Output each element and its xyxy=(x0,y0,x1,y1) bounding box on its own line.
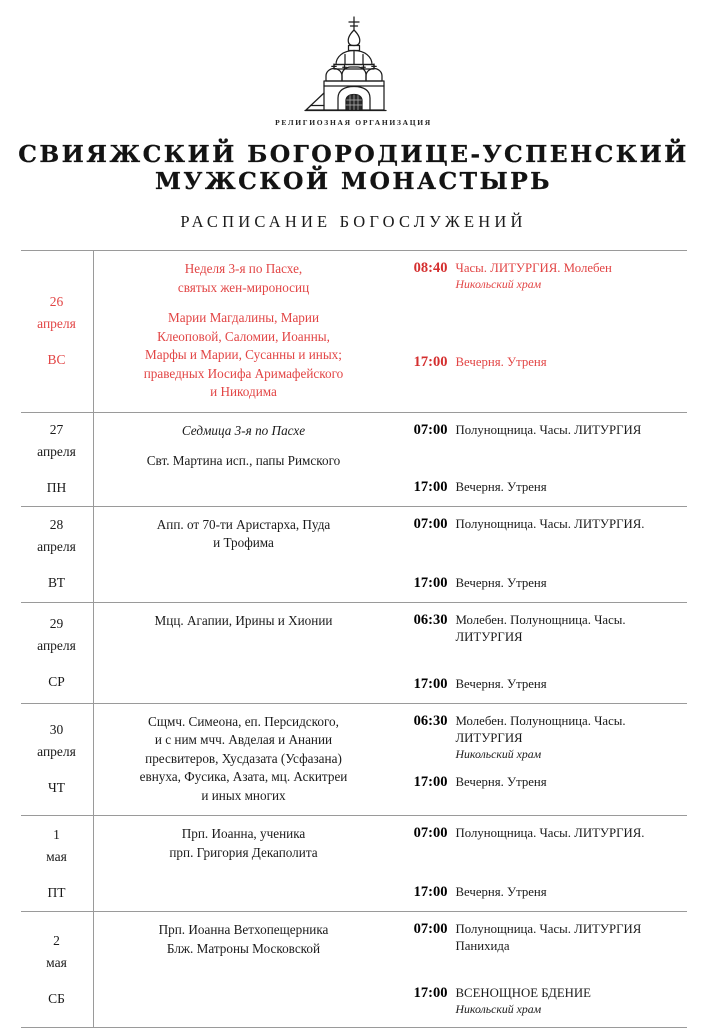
service-body xyxy=(456,575,681,592)
service-name: Вечерня. Утреня xyxy=(455,774,547,789)
service-entry xyxy=(396,985,681,1017)
description-block xyxy=(94,251,394,412)
church-building-icon xyxy=(300,14,408,114)
service-time: 17:00 xyxy=(413,478,448,495)
date-month: апреля xyxy=(37,744,76,760)
date-day: 29 xyxy=(49,615,64,631)
date-block xyxy=(21,818,93,910)
date-block xyxy=(21,607,93,699)
description-cell xyxy=(93,251,394,413)
page-header xyxy=(0,0,707,232)
table-row xyxy=(21,602,687,703)
service-body xyxy=(456,774,681,791)
service-body xyxy=(456,354,681,371)
description-line: Марии Магдалины, Марии xyxy=(167,310,320,325)
service-location: Никольский храм xyxy=(455,277,542,291)
services-cell xyxy=(394,602,687,703)
description-block xyxy=(94,413,394,481)
description-line: и Трофима xyxy=(213,535,274,550)
date-dow: ВТ xyxy=(47,575,66,590)
title-line-2: МУЖСКОЙ МОНАСТЫРЬ xyxy=(155,167,552,195)
service-entry xyxy=(396,479,681,496)
date-day: 28 xyxy=(49,517,64,532)
schedule-body xyxy=(21,251,687,1028)
services-cell xyxy=(394,251,687,413)
date-day: 27 xyxy=(49,422,64,437)
service-body xyxy=(456,516,681,533)
services-block xyxy=(394,603,687,703)
description-line: Седмица 3-я по Пасхе xyxy=(181,422,306,438)
service-entry xyxy=(396,676,681,693)
description-block xyxy=(94,704,394,816)
description-line: и иных многих xyxy=(201,787,286,803)
description-line: Марфы и Марии, Сусанны и иных; xyxy=(145,347,342,362)
service-entry xyxy=(396,884,681,901)
organization-label: РЕЛИГИОЗНАЯ ОРГАНИЗАЦИЯ xyxy=(275,118,432,127)
date-dow: СБ xyxy=(48,990,65,1006)
service-entry xyxy=(396,422,681,439)
service-time: 06:30 xyxy=(413,712,448,729)
date-day: 30 xyxy=(49,722,64,738)
table-row xyxy=(21,412,687,506)
service-name: Часы. ЛИТУРГИЯ. Молебен xyxy=(455,261,612,275)
description-line: Свт. Мартина исп., папы Римского xyxy=(146,453,341,468)
service-name: Вечерня. Утреня xyxy=(455,479,547,494)
date-cell xyxy=(21,703,94,816)
service-time: 06:30 xyxy=(413,611,448,628)
description-saints xyxy=(104,713,384,806)
date-cell xyxy=(21,912,94,1028)
date-cell xyxy=(21,251,94,413)
service-location: Никольский храм xyxy=(455,1002,542,1016)
service-name: Полунощница. Часы. ЛИТУРГИЯ. xyxy=(455,516,645,531)
service-schedule-table xyxy=(21,250,687,1028)
service-body xyxy=(456,825,681,842)
date-dow: СР xyxy=(48,673,65,689)
title-line-1: СВИЯЖСКИЙ БОГОРОДИЦЕ-УСПЕНСКИЙ xyxy=(18,140,689,168)
date-block xyxy=(21,713,93,805)
description-line: Мцц. Агапии, Ирины и Хионии xyxy=(154,612,333,628)
description-cell xyxy=(93,816,394,912)
service-time: 07:00 xyxy=(413,921,448,937)
service-time: 17:00 xyxy=(413,985,448,1001)
service-time: 17:00 xyxy=(413,574,448,591)
description-line: праведных Иосифа Аримафейского xyxy=(143,365,344,381)
service-body xyxy=(456,884,681,901)
date-month: апреля xyxy=(37,637,76,653)
description-saints xyxy=(104,516,384,553)
service-name: Вечерня. Утреня xyxy=(455,355,547,369)
date-block xyxy=(21,285,93,377)
service-entry xyxy=(396,260,681,292)
service-time: 07:00 xyxy=(413,825,448,841)
date-cell xyxy=(21,506,94,602)
description-block xyxy=(94,912,394,968)
description-line: святых жен-мироносиц xyxy=(177,279,310,295)
service-body xyxy=(456,422,681,439)
service-time: 07:00 xyxy=(413,421,448,438)
description-saints xyxy=(104,452,384,471)
services-cell xyxy=(394,912,687,1028)
service-body xyxy=(456,612,681,646)
date-dow: ЧТ xyxy=(47,780,66,796)
services-block xyxy=(394,912,687,1027)
description-line: евнуха, Фусика, Азата, мц. Аскитреи xyxy=(139,769,348,784)
description-saints xyxy=(104,921,384,958)
description-saints xyxy=(104,825,384,862)
services-cell xyxy=(394,703,687,816)
schedule-heading: РАСПИСАНИЕ БОГОСЛУЖЕНИЙ xyxy=(180,212,527,231)
description-line: Апп. от 70-ти Аристарха, Пуда xyxy=(156,516,331,532)
service-body xyxy=(456,260,681,292)
date-day: 2 xyxy=(53,932,60,948)
service-name: Вечерня. Утреня xyxy=(455,575,547,590)
date-block xyxy=(21,508,93,600)
description-line: Сщмч. Симеона, еп. Персидского, xyxy=(148,713,339,729)
service-name: Вечерня. Утреня xyxy=(455,676,547,691)
description-line: Прп. Иоанна Ветхопещерника xyxy=(158,922,329,937)
date-dow: ПН xyxy=(46,480,67,495)
services-block xyxy=(394,413,687,506)
services-cell xyxy=(394,506,687,602)
services-block xyxy=(394,704,687,801)
service-name: ВСЕНОЩНОЕ БДЕНИЕ xyxy=(455,986,591,1000)
service-entry xyxy=(396,921,681,955)
service-time: 17:00 xyxy=(413,884,448,900)
description-line: Прп. Иоанна, ученика xyxy=(181,826,306,841)
table-row xyxy=(21,251,687,413)
services-block xyxy=(394,507,687,602)
date-month: апреля xyxy=(37,316,76,332)
service-body xyxy=(456,921,681,955)
services-block xyxy=(394,816,687,911)
service-body xyxy=(456,676,681,693)
service-entry xyxy=(396,825,681,842)
page-title xyxy=(0,141,707,195)
date-day: 26 xyxy=(49,294,64,310)
description-line: пресвитеров, Хусдазата (Усфазана) xyxy=(145,750,342,766)
monastery-logo xyxy=(0,12,707,114)
date-cell xyxy=(21,816,94,912)
description-block xyxy=(94,507,394,563)
date-day: 1 xyxy=(53,826,60,842)
description-block xyxy=(94,603,394,641)
service-entry xyxy=(396,774,681,791)
service-time: 17:00 xyxy=(413,354,448,370)
description-heading xyxy=(104,260,384,297)
service-time: 17:00 xyxy=(413,773,448,790)
description-line: прп. Григория Декаполита xyxy=(169,844,318,860)
date-dow: ПТ xyxy=(47,884,66,900)
service-name: Молебен. Полунощница. Часы. ЛИТУРГИЯ xyxy=(455,612,626,644)
date-cell xyxy=(21,602,94,703)
service-entry xyxy=(396,713,681,762)
description-cell xyxy=(93,506,394,602)
service-name: Вечерня. Утреня xyxy=(455,885,547,899)
service-name: Полунощница. Часы. ЛИТУРГИЯ. xyxy=(455,826,645,840)
service-entry xyxy=(396,575,681,592)
services-block xyxy=(394,251,687,381)
date-month: мая xyxy=(46,848,67,864)
date-month: апреля xyxy=(37,444,76,459)
service-body xyxy=(456,713,681,762)
service-entry xyxy=(396,354,681,371)
description-line: Блж. Матроны Московской xyxy=(166,940,321,956)
services-cell xyxy=(394,412,687,506)
service-entry xyxy=(396,516,681,533)
description-line: и с ним мчч. Авделая и Анании xyxy=(154,732,333,747)
service-location: Никольский храм xyxy=(455,746,542,761)
date-dow: ВС xyxy=(47,352,66,368)
table-row xyxy=(21,816,687,912)
date-cell xyxy=(21,412,94,506)
description-cell xyxy=(93,602,394,703)
description-block xyxy=(94,816,394,872)
service-time: 07:00 xyxy=(413,515,448,532)
description-cell xyxy=(93,703,394,816)
services-cell xyxy=(394,816,687,912)
description-line: Неделя 3-я по Пасхе, xyxy=(184,261,303,276)
description-saints xyxy=(104,612,384,631)
service-time: 08:40 xyxy=(413,260,448,276)
date-block xyxy=(21,413,93,505)
service-name: Полунощница. Часы. ЛИТУРГИЯ Панихида xyxy=(455,922,642,953)
description-saints xyxy=(104,309,384,402)
service-time: 17:00 xyxy=(413,675,448,692)
service-name: Полунощница. Часы. ЛИТУРГИЯ xyxy=(455,422,642,437)
service-body xyxy=(456,479,681,496)
description-line: и Никодима xyxy=(210,384,277,399)
service-entry xyxy=(396,612,681,646)
description-cell xyxy=(93,412,394,506)
table-row xyxy=(21,912,687,1028)
table-row xyxy=(21,703,687,816)
description-line: Клеоповой, Саломии, Иоанны, xyxy=(157,328,330,344)
service-body xyxy=(456,985,681,1017)
date-block xyxy=(21,924,93,1016)
service-name: Молебен. Полунощница. Часы. ЛИТУРГИЯ xyxy=(455,713,626,745)
description-heading xyxy=(104,422,384,441)
date-month: апреля xyxy=(37,539,76,554)
date-month: мая xyxy=(46,954,67,970)
description-cell xyxy=(93,912,394,1028)
table-row xyxy=(21,506,687,602)
